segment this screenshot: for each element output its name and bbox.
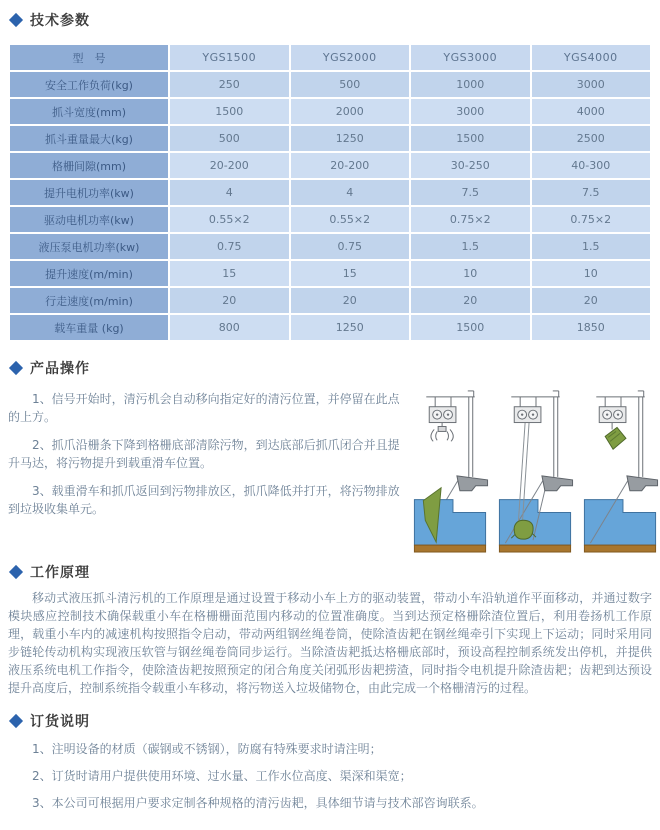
param-value-cell: 250 <box>170 72 289 97</box>
param-label-cell: 安全工作负荷(kg) <box>10 72 168 97</box>
param-value-cell: 20-200 <box>170 153 289 178</box>
ordering-item-2: 2、订货时请用户提供使用环境、过水量、工作水位高度、渠深和渠宽； <box>32 768 412 783</box>
model-header-cell: 型 号 <box>10 45 168 70</box>
param-value-cell: 1250 <box>291 126 410 151</box>
param-value-cell: 20 <box>411 288 530 313</box>
table-row <box>10 126 650 151</box>
params-table-body <box>10 45 650 340</box>
param-label-cell: 驱动电机功率(kw) <box>10 207 168 232</box>
working-principle-text: 移动式液压抓斗清污机的工作原理是通过设置于移动小车上方的驱动装置，带动小车沿轨道作平面移动，并通过数字模块感应控制技术确保载重小车在格栅栅面范围内移动的位置准确度。当到达预定格栅除渣位置后，利用卷扬机工作原理，载重小车内的减速机构按照指令启动，带动两组钢丝绳卷筒，使除渣齿耙在钢丝绳牵引下实现上下运动；同时采用同步链轮传动机构实现液压软管与钢丝绳卷筒同步运行。当除渣齿耙抵达格栅底部时，预设高程控制系统发出停机，并提供液压系统电机工作指令，使除渣齿耙按照预定的闭合角度关闭弧形齿耙捞渣，同时指令电机提升除渣齿耙；齿耙到达预设提升高度后，控制系统指令载重小车移动，将污物送入垃圾储物仓，由此完成一个格栅清污的过程。 <box>8 591 652 695</box>
param-value-cell: 0.75 <box>170 234 289 259</box>
param-value-cell: 20 <box>291 288 410 313</box>
param-value-cell: 20 <box>170 288 289 313</box>
table-row <box>10 288 650 313</box>
param-label-cell: 液压泵电机功率(kw) <box>10 234 168 259</box>
operation-step-3: 3、载重滑车和抓爪返回到污物排放区，抓爪降低并打开，将污物排放到垃圾收集单元。 <box>8 484 400 516</box>
param-value-cell: 0.55×2 <box>170 207 289 232</box>
param-value-cell: 0.75 <box>291 234 410 259</box>
param-value-cell: 1850 <box>532 315 651 340</box>
param-value-cell: 1500 <box>411 126 530 151</box>
param-value-cell: 1250 <box>291 315 410 340</box>
param-value-cell: 7.5 <box>411 180 530 205</box>
operation-step-1: 1、信号开始时，清污机会自动移向指定好的清污位置，并停留在此点的上方。 <box>8 392 400 424</box>
operation-step-2: 2、抓爪沿栅条下降到格栅底部清除污物，到达底部后抓爪闭合并且提升马达，将污物提升到载重滑车位置。 <box>8 438 400 470</box>
diamond-bullet-icon <box>9 13 23 27</box>
model-name-cell: YGS1500 <box>170 45 289 70</box>
operation-diagram-step-1 <box>410 384 490 554</box>
param-value-cell: 500 <box>170 126 289 151</box>
param-value-cell: 20-200 <box>291 153 410 178</box>
ordering-item-1: 1、注明设备的材质（碳钢或不锈钢），防腐有特殊要求时请注明； <box>32 742 382 756</box>
operation-steps <box>8 380 410 554</box>
operation-diagram-step-3 <box>580 384 660 554</box>
param-value-cell: 10 <box>411 261 530 286</box>
param-value-cell: 0.55×2 <box>291 207 410 232</box>
table-row <box>10 234 650 259</box>
param-label-cell: 行走速度(m/min) <box>10 288 168 313</box>
param-value-cell: 2500 <box>532 126 651 151</box>
working-principle-title: 工作原理 <box>30 565 90 581</box>
table-row <box>10 180 650 205</box>
param-value-cell: 0.75×2 <box>411 207 530 232</box>
param-value-cell: 1500 <box>170 99 289 124</box>
param-value-cell: 7.5 <box>532 180 651 205</box>
section-title-tech-params <box>8 10 652 30</box>
diamond-bullet-icon <box>9 565 23 579</box>
diamond-bullet-icon <box>9 714 23 728</box>
product-operation-body <box>8 380 652 554</box>
operation-diagram-step-2 <box>495 384 575 554</box>
model-name-cell: YGS2000 <box>291 45 410 70</box>
param-value-cell: 500 <box>291 72 410 97</box>
param-value-cell: 1.5 <box>411 234 530 259</box>
param-label-cell: 抓斗重量最大(kg) <box>10 126 168 151</box>
table-row <box>10 99 650 124</box>
param-value-cell: 4 <box>170 180 289 205</box>
param-label-cell: 提升速度(m/min) <box>10 261 168 286</box>
table-row <box>10 315 650 340</box>
param-value-cell: 1.5 <box>532 234 651 259</box>
section-title-working-principle <box>8 562 652 582</box>
tech-params-table <box>8 43 652 342</box>
param-value-cell: 800 <box>170 315 289 340</box>
diamond-bullet-icon <box>9 361 23 375</box>
table-row <box>10 261 650 286</box>
table-row <box>10 207 650 232</box>
operation-diagrams <box>410 384 660 554</box>
section-title-product-operation <box>8 358 652 378</box>
param-value-cell: 0.75×2 <box>532 207 651 232</box>
section-title-ordering <box>8 711 652 731</box>
param-value-cell: 20 <box>532 288 651 313</box>
tech-params-title: 技术参数 <box>30 13 90 29</box>
param-value-cell: 40-300 <box>532 153 651 178</box>
param-value-cell: 30-250 <box>411 153 530 178</box>
model-name-cell: YGS4000 <box>532 45 651 70</box>
param-label-cell: 抓斗宽度(mm) <box>10 99 168 124</box>
param-label-cell: 提升电机功率(kw) <box>10 180 168 205</box>
table-row <box>10 72 650 97</box>
model-name-cell: YGS3000 <box>411 45 530 70</box>
param-label-cell: 格栅间隙(mm) <box>10 153 168 178</box>
param-value-cell: 1500 <box>411 315 530 340</box>
param-value-cell: 4000 <box>532 99 651 124</box>
param-value-cell: 3000 <box>532 72 651 97</box>
ordering-title: 订货说明 <box>30 714 90 730</box>
table-row <box>10 153 650 178</box>
param-value-cell: 1000 <box>411 72 530 97</box>
table-header-row <box>10 45 650 70</box>
param-value-cell: 4 <box>291 180 410 205</box>
param-value-cell: 10 <box>532 261 651 286</box>
param-label-cell: 载车重量 (kg) <box>10 315 168 340</box>
product-operation-title: 产品操作 <box>30 361 90 377</box>
param-value-cell: 15 <box>291 261 410 286</box>
param-value-cell: 2000 <box>291 99 410 124</box>
param-value-cell: 15 <box>170 261 289 286</box>
ordering-item-3: 3、本公司可根据用户要求定制各种规格的清污齿耙，具体细节请与技术部咨询联系。 <box>32 795 484 810</box>
param-value-cell: 3000 <box>411 99 530 124</box>
